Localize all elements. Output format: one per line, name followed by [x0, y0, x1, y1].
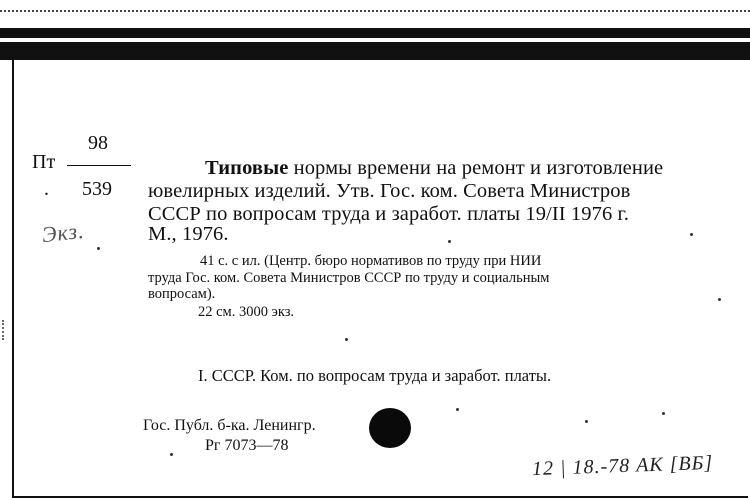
shelf-mark-bottom-number: 539	[82, 178, 112, 200]
speck	[585, 420, 588, 423]
handwritten-note-left: Экз.	[40, 217, 86, 248]
shelf-mark-prefix: Пт	[32, 151, 56, 173]
entry-title-line-2: ювелирных изделий. Утв. Гос. ком. Совета Министров	[148, 180, 631, 202]
entry-title-line-4: М., 1976.	[148, 223, 229, 245]
entry-title-bold: Типовые	[205, 157, 289, 179]
scan-border-bar	[0, 42, 750, 60]
entry-title-line-1	[205, 157, 663, 180]
edge-marks	[2, 320, 10, 340]
entry-title-line-3: СССР по вопросам труда и заработ. платы 19/II 1976 г.	[148, 203, 629, 225]
shelf-mark-divider	[67, 165, 131, 166]
top-black-bar	[0, 28, 750, 38]
left-edge	[0, 60, 10, 500]
entry-detail-line-1: 41 с. с ил. (Центр. бюро нормативов по труду при НИИ	[200, 253, 542, 269]
speck	[345, 338, 348, 341]
speck	[456, 408, 459, 411]
shelf-mark-top-number: 98	[88, 132, 108, 154]
handwritten-note-bottom: 12 | 18.-78 АК [ВБ]	[531, 451, 714, 481]
ink-stamp-blot	[369, 408, 411, 448]
library-name: Гос. Публ. б-ка. Ленингр.	[143, 417, 316, 434]
top-dotted-rule	[0, 10, 750, 12]
speck	[448, 240, 451, 243]
speck	[690, 233, 693, 236]
entry-detail-line-4: 22 см. 3000 экз.	[198, 304, 295, 320]
library-code: Рг 7073—78	[205, 437, 289, 454]
entry-detail-line-2: труда Гос. ком. Совета Министров СССР по труду и социальным	[148, 270, 550, 286]
entry-detail-line-3: вопросам).	[148, 286, 216, 302]
shelf-mark-bullet: .	[44, 178, 49, 200]
speck	[662, 412, 665, 415]
speck	[718, 298, 721, 301]
speck	[170, 453, 173, 456]
subject-heading: I. СССР. Ком. по вопросам труда и заработ. платы.	[198, 366, 552, 385]
entry-title-rest: нормы времени на ремонт и изготовление	[288, 157, 664, 179]
speck	[97, 247, 100, 250]
